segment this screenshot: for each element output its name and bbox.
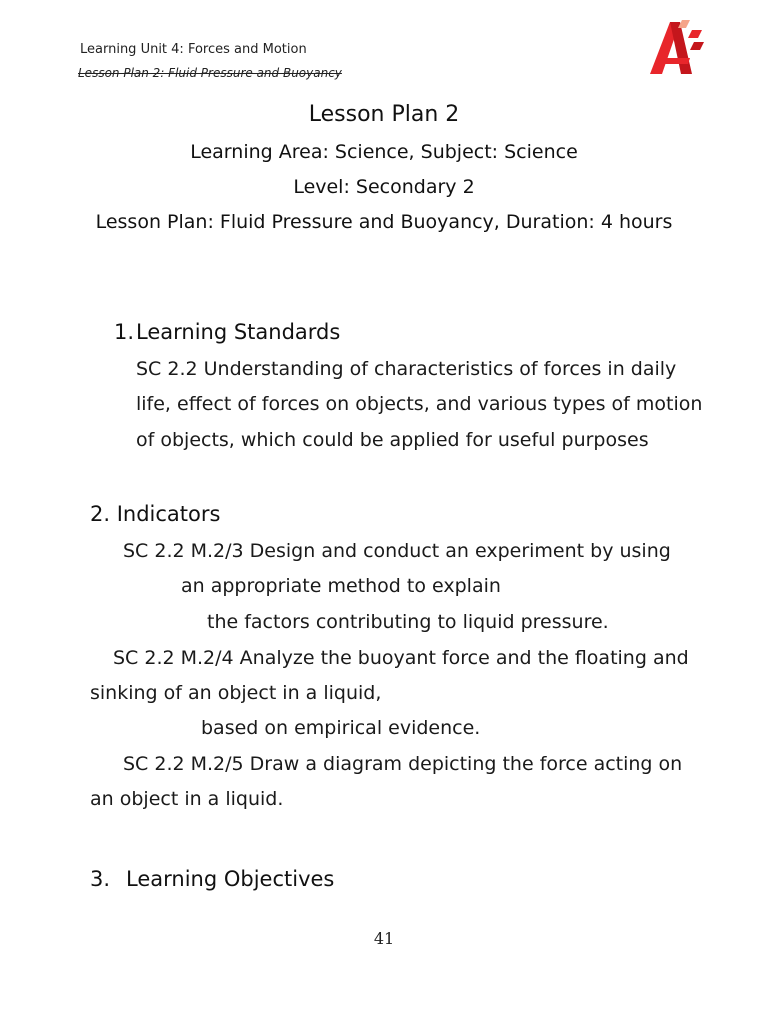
indicator-line-4: SC 2.2 M.2/4 Analyze the buoyant force and the floating and: [113, 647, 689, 669]
indicator-line-2: an appropriate method to explain: [181, 575, 501, 597]
header-lesson: Lesson Plan 2: Fluid Pressure and Buoyancy: [78, 66, 342, 80]
section1-heading: Learning Standards: [136, 320, 341, 344]
learning-area: Learning Area: Science, Subject: Science: [190, 141, 578, 163]
logo-crossbar: [658, 58, 690, 64]
indicator-line-1: SC 2.2 M.2/3 Design and conduct an experiment by using: [123, 540, 671, 562]
indicator-line-5: sinking of an object in a liquid,: [90, 682, 382, 704]
indicator-line-7: SC 2.2 M.2/5 Draw a diagram depicting the force acting on: [123, 753, 683, 775]
indicator-line-3: the factors contributing to liquid pressure.: [207, 611, 609, 633]
standard-line-2: life, effect of forces on objects, and various types of motion: [136, 393, 703, 415]
publisher-logo: [648, 18, 706, 76]
section2-heading: 2. Indicators: [90, 502, 221, 526]
lesson-plan-info: Lesson Plan: Fluid Pressure and Buoyancy, Duration: 4 hours: [95, 211, 673, 233]
header-unit: Learning Unit 4: Forces and Motion: [80, 42, 307, 57]
logo-right-stroke: [670, 22, 692, 74]
logo-accent-side: [690, 42, 704, 50]
page-number: 41: [373, 929, 395, 948]
section1-number: 1.: [114, 320, 135, 344]
standard-line-1: SC 2.2 Understanding of characteristics of forces in daily: [136, 358, 677, 380]
page-title: Lesson Plan 2: [308, 102, 460, 127]
level: Level: Secondary 2: [293, 176, 475, 198]
indicator-line-8: an object in a liquid.: [90, 788, 284, 810]
indicator-line-6: based on empirical evidence.: [201, 717, 481, 739]
logo-accent-mid: [688, 30, 702, 38]
section3-number: 3.: [90, 867, 111, 891]
standard-line-3: of objects, which could be applied for useful purposes: [136, 429, 649, 451]
section3-heading: Learning Objectives: [126, 867, 335, 891]
